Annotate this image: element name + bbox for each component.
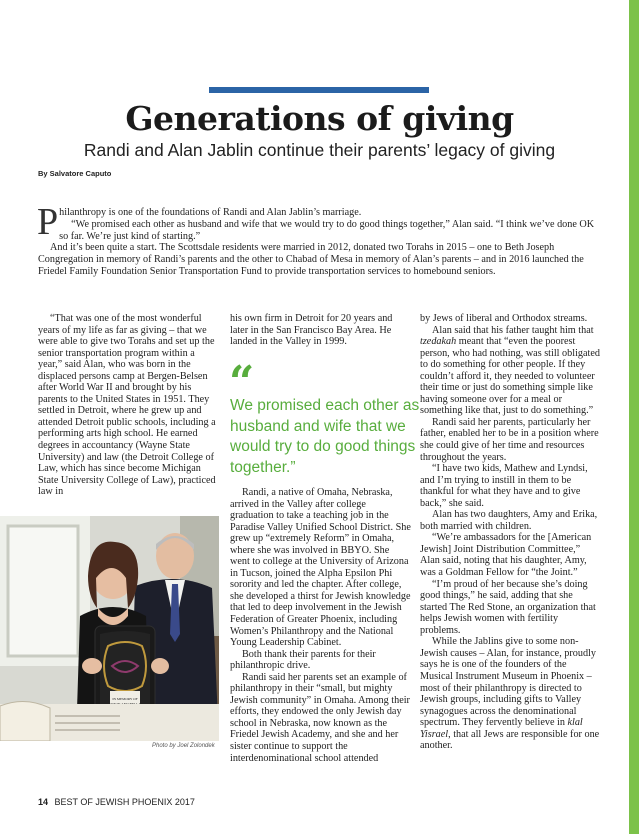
article-subtitle: Randi and Alan Jablin continue their parents’ legacy of giving: [83, 140, 556, 160]
publication-name: BEST OF JEWISH PHOENIX 2017: [54, 797, 195, 807]
column-3-paragraph: “I have two kids, Mathew and Lyndsi, and I’m trying to instill in them to be thankful for what they have and to give back,” she said.: [420, 463, 588, 509]
column-2-lead: his own firm in Detroit for 20 years and later in the San Francisco Bay Area. He landed in the Valley in 1999.: [230, 313, 393, 348]
intro-paragraph-1: Philanthropy is one of the foundations of Randi and Alan Jablin’s marriage.: [37, 201, 362, 243]
column-3-paragraph: Randi said her parents, particularly her father, enabled her to be in a position where she could give of her time and resources throughout the years.: [420, 416, 599, 463]
column-2-paragraph: Randi, a native of Omaha, Nebraska, arrived in the Valley after college graduation to take a teaching job in the Paradise Valley Unified School District. She grew up “extremely Reform” in Omaha, where she was involved in BBYO. She went to college at the University of Arizona in Tucson, joined the Alpha Epsilon Phi sorority and led the chapter. After college, she developed a thirst for Jewish knowledge that led to deep involvement in the Jewish Federation of Greater Phoenix, including Women’s Philanthropy and the National Young Leadership Cabinet.: [230, 487, 411, 649]
byline: By Salvatore Caputo: [38, 169, 112, 178]
column-3-paragraph: by Jews of liberal and Orthodox streams.: [420, 313, 588, 324]
column-2-paragraph: Both thank their parents for their philanthropic drive.: [230, 648, 376, 672]
column-2-body: [230, 487, 411, 764]
column-3-paragraph: While the Jablins give to some non-Jewish causes – Alan, for instance, proudly says he is one of the founders of the Musical Instrument Museum in Phoenix – most of their philanthropy is directed to Jewish groups, including gifts to Valley synagogues across the denominational spectrum. They fervently believe in klal Yisrael, that all Jews are responsible for one another.: [420, 636, 600, 752]
couple-with-torah-illustration: [0, 516, 219, 741]
pull-quote: We promised each other as husband and wife that we would try to do good things together.”: [230, 397, 420, 476]
column-3-paragraph: Alan has two daughters, Amy and Erika, both married with children.: [420, 509, 598, 532]
intro-block: [37, 201, 600, 278]
column-3: [420, 313, 601, 752]
quote-mark-icon: “: [229, 357, 255, 408]
column-3-paragraph: “We’re ambassadors for the [American Jewish] Joint Distribution Committee,” Alan said, noting that his daughter, Amy, was a Goldman Fellow for “the Joint.”: [420, 532, 592, 579]
title-rule: [209, 87, 429, 93]
column-1: [38, 313, 219, 498]
intro-paragraph-2: “We promised each other as husband and wife that we would try to do good things together,” Alan said. “I think we’ve done OK so far. We’re just kind of starting.”: [59, 218, 595, 242]
column-3-paragraph: “I’m proud of her because she’s doing good things,” he said, adding that she started The Red Stone, an organization that helps Jewish women with fertility problems.: [420, 578, 596, 636]
drop-cap: P: [37, 201, 59, 243]
article-title: Generations of giving: [125, 99, 514, 138]
column-3-paragraph: Alan said that his father taught him that tzedakah meant that “even the poorest person, who had nothing, was still obligated to do something for other people. If they couldn’t afford it, they needed to volunteer their time or just do something simple like having someone over for a meal or something like that, just to do something.”: [420, 324, 600, 417]
page-footer: [38, 797, 195, 807]
column-2-top: [230, 313, 411, 348]
page-number: 14: [38, 797, 49, 807]
column-1-paragraph: “That was one of the most wonderful years of my life as far as giving – that we were able to give two Torahs and set up the senior transportation program within a year,” said Alan, who was born in the displaced persons camp at Bergen-Belsen after World War II and brought by his parents to the United States in 1951. They settled in Detroit, where he grew up and attended Detroit public schools, including a performing arts high school. He earned degrees in accountancy (Wayne State University) and law (the Detroit College of Law, which has since become Michigan State University College of Law), practiced law in: [38, 313, 216, 498]
intro-paragraph-3: And it’s been quite a start. The Scottsdale residents were married in 2012, donated two Torahs in 2015 – one to Beth Joseph Congregation in memory of Randi’s parents and the other to Chabad of Mesa in memory of Alan’s parents – and in 2016 launched the Friedel Family Foundation Senior Transportation Fund to provide transportation services to homebound seniors.: [38, 242, 584, 277]
column-2-paragraph: Randi said her parents set an example of philanthropy in their “small, but mighty Jewish community” in Omaha. Among their efforts, they endowed the only Jewish day school in Nebraska, now known as the Friedel Jewish Academy, and she and her sister continue to support the interdenominational school attended: [230, 671, 410, 764]
couple-photo: [0, 516, 219, 741]
torah-cover-text: IN MEMORY OF: [112, 697, 138, 701]
photo-credit: Photo by Joel Zolondek: [152, 743, 215, 749]
